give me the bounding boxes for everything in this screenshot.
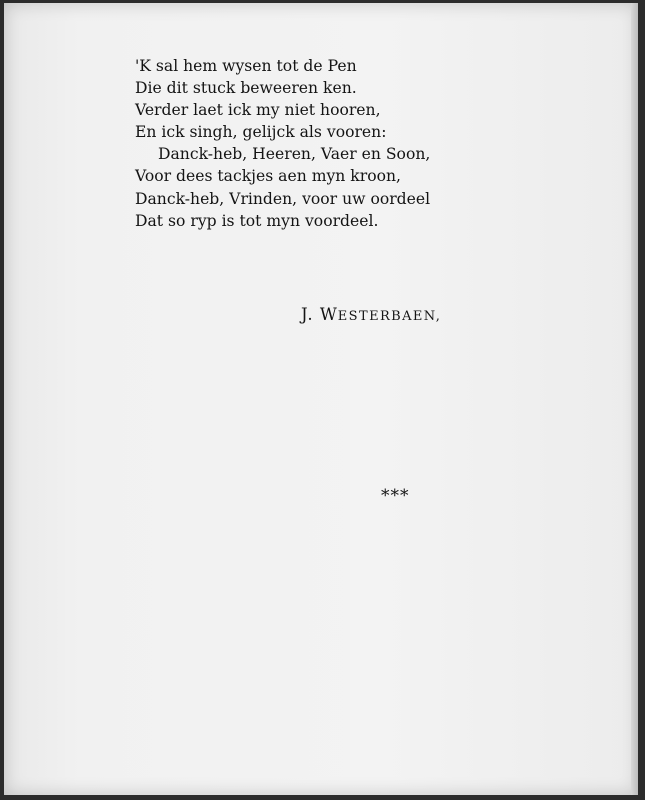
signature-initial: J. W [301, 305, 338, 324]
poem-line-7: Danck-heb, Vrinden, voor uw oordeel [135, 189, 431, 208]
poem-line-6: Voor dees tackjes aen myn kroon, [135, 167, 401, 186]
page-edge [631, 3, 638, 795]
poem-line-3: Verder laet ick my niet hooren, [135, 101, 381, 120]
poem-line-8: Dat so ryp is tot myn voordeel. [135, 211, 379, 230]
author-signature [301, 305, 441, 324]
poem [135, 55, 430, 232]
poem-line-5: Danck-heb, Heeren, Vaer en Soon, [158, 145, 431, 164]
asterism-ornament: *** [381, 486, 410, 506]
poem-line-4: En ick singh, gelijck als vooren: [135, 123, 387, 142]
poem-line-1: 'K sal hem wysen tot de Pen [135, 57, 357, 75]
signature-surname: ESTERBAEN, [337, 309, 442, 324]
poem-line-2: Die dit stuck beweeren ken. [135, 79, 357, 98]
book-page [4, 3, 638, 795]
